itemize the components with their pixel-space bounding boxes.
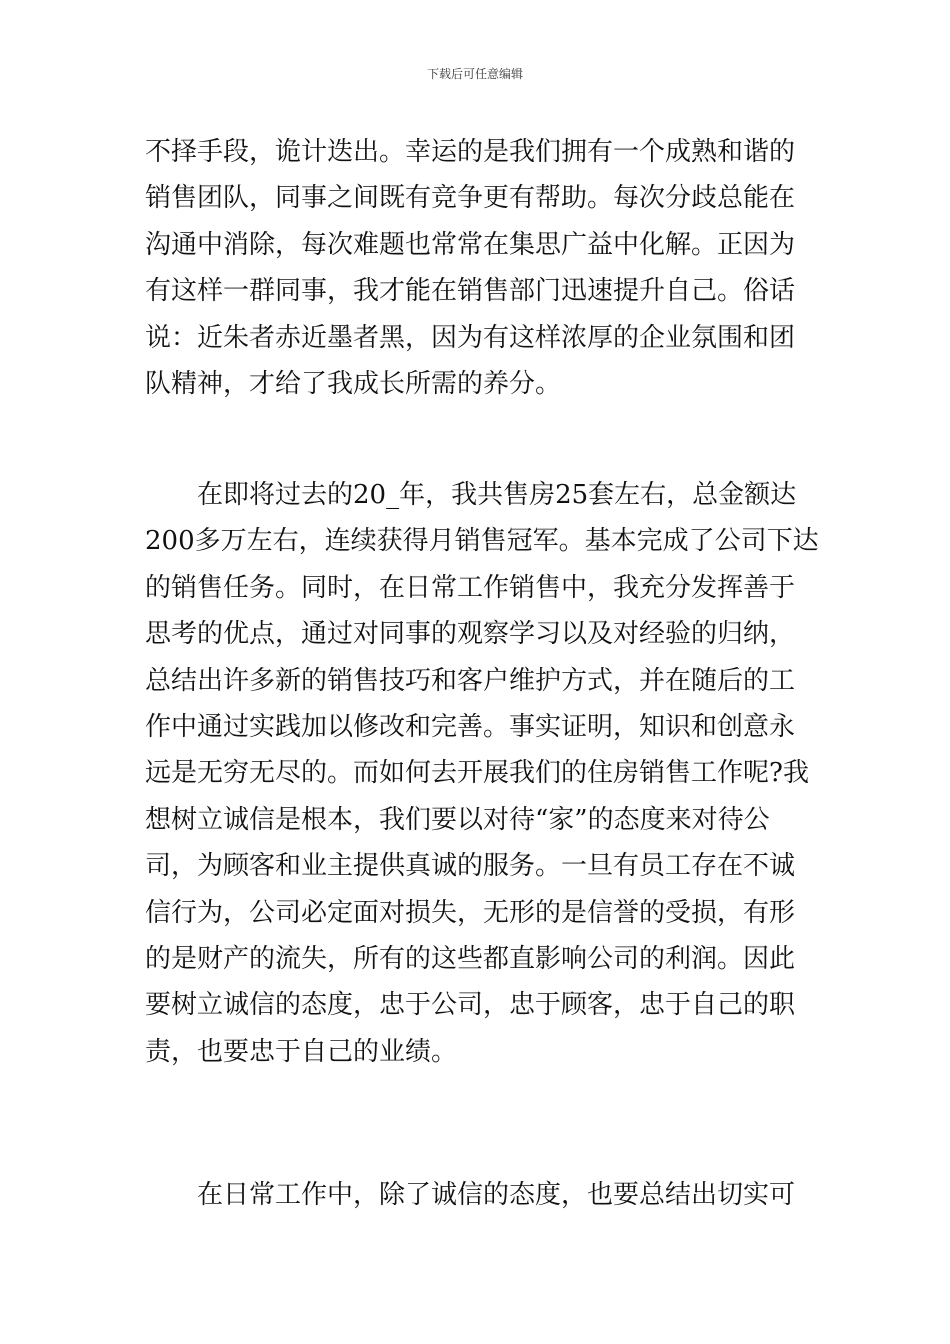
text-line: 思考的优点，通过对同事的观察学习以及对经验的归纳， [145, 619, 796, 650]
text-line: 信行为，公司必定面对损失，无形的是信誉的受损，有形 [145, 897, 796, 928]
text-line: 200多万左右，连续获得月销售冠军。基本完成了公司下达 [145, 526, 819, 557]
text-line: 远是无穷无尽的。而如何去开展我们的住房销售工作呢?我 [145, 758, 809, 789]
text-line: 说：近朱者赤近墨者黑，因为有这样浓厚的企业氛围和团 [145, 322, 796, 353]
text-line: 司，为顾客和业主提供真诚的服务。一旦有员工存在不诚 [145, 851, 796, 882]
paragraph-2 [145, 472, 819, 1075]
text-line: 有这样一群同事，我才能在销售部门迅速提升自己。俗话 [145, 276, 796, 307]
text-line: 销售团队，同事之间既有竞争更有帮助。每次分歧总能在 [145, 183, 796, 214]
text-line: 不择手段，诡计迭出。幸运的是我们拥有一个成熟和谐的 [145, 137, 796, 167]
paragraph-3 [145, 1172, 810, 1218]
text-line: 的销售任务。同时，在日常工作销售中，我充分发挥善于 [145, 572, 796, 603]
paragraph-1 [145, 129, 810, 407]
text-line: 在即将过去的20_年，我共售房25套左右，总金额达 [197, 480, 797, 510]
text-line: 作中通过实践加以修改和完善。事实证明，知识和创意永 [145, 711, 796, 742]
text-line: 责，也要忠于自己的业绩。 [145, 1036, 458, 1067]
text-line: 的是财产的流失，所有的这些都直影响公司的利润。因此 [145, 943, 796, 974]
text-line: 沟通中消除，每次难题也常常在集思广益中化解。正因为 [145, 229, 796, 260]
page-header-note: 下载后可任意编辑 [426, 67, 523, 81]
text-line: 总结出许多新的销售技巧和客户维护方式，并在随后的工 [145, 665, 796, 696]
text-line: 在日常工作中，除了诚信的态度，也要总结出切实可 [197, 1180, 796, 1210]
text-line: 要树立诚信的态度，忠于公司，忠于顾客，忠于自己的职 [145, 990, 796, 1021]
text-line: 队精神，才给了我成长所需的养分。 [145, 368, 562, 399]
text-line: 想树立诚信是根本，我们要以对待“家”的态度来对待公 [145, 804, 770, 835]
